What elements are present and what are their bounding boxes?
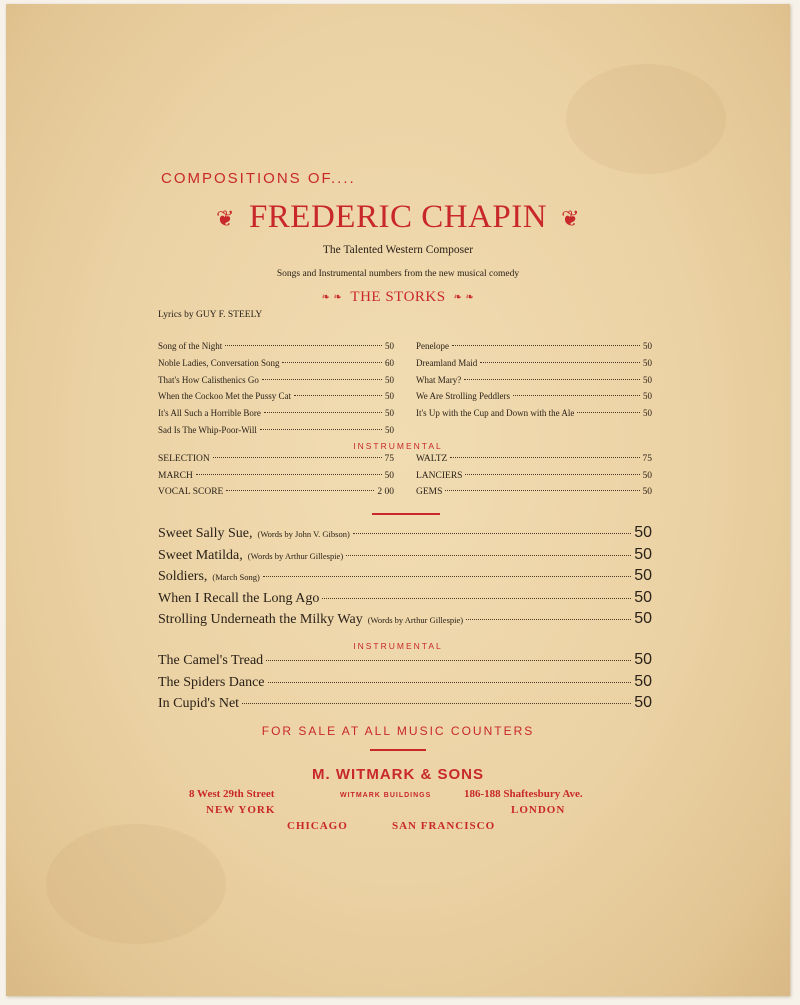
- item-price: 50: [385, 374, 394, 385]
- lyricist-note: (Words by John V. Gibson): [257, 529, 350, 539]
- dot-leader: [480, 362, 640, 363]
- song-row: [158, 341, 394, 351]
- lyrics-credit: Lyrics by GUY F. STEELY: [158, 310, 263, 320]
- song-row: [158, 589, 652, 607]
- item-price: 2 00: [377, 487, 394, 497]
- item-price: 50: [642, 487, 652, 497]
- item-title: Sad Is The Whip-Poor-Will: [158, 425, 257, 435]
- song-row: [158, 610, 652, 628]
- item-price: 50: [643, 357, 652, 368]
- item-title: VOCAL SCORE: [158, 487, 224, 497]
- item-price: 60: [385, 357, 394, 368]
- song-row: [416, 391, 652, 401]
- song-row: [158, 425, 394, 435]
- item-price: 50: [634, 672, 652, 690]
- dot-leader: [196, 474, 382, 475]
- item-title: WALTZ: [416, 454, 448, 464]
- song-row: [158, 567, 652, 585]
- song-row: [158, 546, 652, 564]
- dot-leader: [445, 490, 639, 491]
- item-price: 50: [634, 651, 652, 668]
- instrumental-row: [416, 454, 652, 464]
- city-new-york: NEW YORK: [206, 804, 276, 816]
- item-title: It's Up with the Cup and Down with the Ale: [416, 408, 575, 419]
- instrumental-row: [158, 471, 394, 481]
- address-new-york-street: 8 West 29th Street: [189, 788, 275, 800]
- dot-leader: [513, 395, 640, 396]
- dot-leader: [264, 412, 382, 413]
- city-san-francisco: SAN FRANCISCO: [392, 820, 496, 832]
- item-price: 50: [385, 391, 394, 402]
- instrumental-row: [158, 673, 652, 691]
- item-title: That's How Calisthenics Go: [158, 374, 259, 385]
- city-london: LONDON: [511, 804, 566, 816]
- dot-leader: [452, 345, 640, 346]
- instrumental-row: [158, 651, 652, 669]
- dot-leader: [353, 533, 631, 534]
- item-price: 50: [634, 588, 652, 606]
- item-title: The Camel's Tread: [158, 653, 264, 668]
- item-title: Sweet Sally Sue,: [158, 526, 253, 541]
- song-row: [416, 341, 652, 351]
- instrumental-row: [158, 454, 394, 464]
- dot-leader: [263, 576, 631, 577]
- item-title: LANCIERS: [416, 470, 463, 481]
- dot-leader: [242, 703, 631, 704]
- item-title: Strolling Underneath the Milky Way: [158, 612, 363, 627]
- dot-leader: [322, 598, 631, 599]
- dot-leader: [262, 379, 382, 380]
- item-price: 50: [643, 341, 652, 351]
- instrumental-row: [416, 471, 652, 481]
- dot-leader: [225, 345, 382, 346]
- item-price: 50: [634, 610, 652, 627]
- item-title: SELECTION: [158, 454, 210, 464]
- small-ornament-icon: ❧ ❧: [453, 292, 475, 304]
- city-chicago: CHICAGO: [287, 820, 348, 832]
- item-price: 50: [385, 341, 394, 351]
- item-title: In Cupid's Net: [158, 696, 240, 711]
- item-title: Song of the Night: [158, 341, 223, 351]
- item-price: 75: [384, 454, 394, 464]
- instrumental-row: [158, 694, 652, 712]
- item-title: MARCH: [158, 470, 193, 481]
- item-price: 50: [643, 374, 652, 385]
- item-title: It's All Such a Horrible Bore: [158, 408, 261, 419]
- song-row: [158, 375, 394, 385]
- dot-leader: [465, 474, 639, 475]
- song-row: [158, 358, 394, 368]
- dot-leader: [226, 490, 374, 491]
- dot-leader: [464, 379, 640, 380]
- instrumental-heading: INSTRUMENTAL: [353, 441, 443, 451]
- dot-leader: [346, 555, 631, 556]
- songs-description: Songs and Instrumental numbers from the new musical comedy: [276, 269, 520, 279]
- dot-leader: [282, 362, 382, 363]
- dot-leader: [466, 619, 631, 620]
- address-london-street: 186-188 Shaftesbury Ave.: [464, 788, 583, 800]
- lyricist-note: (Words by Arthur Gillespie): [367, 615, 464, 625]
- song-row: [158, 408, 394, 418]
- instrumental-row: [158, 487, 394, 497]
- for-sale-notice: FOR SALE AT ALL MUSIC COUNTERS: [261, 724, 535, 738]
- show-title: [6, 289, 790, 306]
- composer-name-text: FREDERIC CHAPIN: [248, 199, 548, 235]
- publisher-name: M. WITMARK & SONS: [312, 766, 484, 783]
- composer-name: [6, 199, 790, 236]
- item-title: The Spiders Dance: [158, 674, 265, 690]
- sheet-music-back-cover: [6, 4, 790, 996]
- item-price: 50: [634, 524, 652, 541]
- small-ornament-icon: ❧ ❧: [321, 292, 343, 304]
- item-title: Dreamland Maid: [416, 357, 478, 368]
- dot-leader: [268, 682, 632, 683]
- item-price: 50: [384, 470, 394, 481]
- paper-stain: [46, 824, 226, 944]
- section-divider: [372, 513, 440, 515]
- leaf-ornament-icon: ❦: [561, 206, 580, 232]
- item-title: When I Recall the Long Ago: [158, 590, 320, 606]
- item-title: We Are Strolling Peddlers: [416, 391, 511, 402]
- song-row: [416, 375, 652, 385]
- compositions-heading: COMPOSITIONS OF....: [161, 170, 356, 187]
- leaf-ornament-icon: ❦: [216, 206, 235, 232]
- song-row: [158, 391, 394, 401]
- dot-leader: [577, 412, 640, 413]
- item-price: 75: [642, 454, 652, 464]
- item-title: Noble Ladies, Conversation Song: [158, 357, 280, 368]
- item-price: 50: [634, 545, 652, 563]
- song-row: [416, 408, 652, 418]
- dot-leader: [450, 457, 639, 458]
- paper-stain: [566, 64, 726, 174]
- item-title: Soldiers,: [158, 569, 208, 584]
- item-title: Penelope: [416, 341, 449, 351]
- dot-leader: [213, 457, 382, 458]
- song-row: [158, 524, 652, 542]
- item-price: 50: [385, 408, 394, 419]
- item-price: 50: [634, 694, 652, 711]
- dot-leader: [260, 429, 382, 430]
- item-title: GEMS: [416, 487, 443, 497]
- item-price: 50: [642, 470, 652, 481]
- item-title: When the Cockoo Met the Pussy Cat: [158, 391, 291, 402]
- dot-leader: [266, 660, 631, 661]
- lyricist-note: (Words by Arthur Gillespie): [247, 550, 344, 561]
- footer-divider: [370, 749, 426, 751]
- instrumental-heading-2: INSTRUMENTAL: [353, 641, 443, 651]
- show-title-text: THE STORKS: [350, 289, 446, 305]
- item-price: 50: [643, 391, 652, 402]
- item-price: 50: [634, 567, 652, 584]
- lyricist-note: (March Song): [212, 572, 260, 582]
- dot-leader: [294, 395, 382, 396]
- item-title: What Mary?: [416, 374, 462, 385]
- item-title: Sweet Matilda,: [158, 547, 243, 563]
- song-row: [416, 358, 652, 368]
- witmark-buildings-label: WITMARK BUILDINGS: [340, 792, 432, 799]
- item-price: 50: [385, 425, 394, 435]
- instrumental-row: [416, 487, 652, 497]
- item-price: 50: [643, 408, 652, 419]
- composer-subtitle: The Talented Western Composer: [322, 244, 474, 256]
